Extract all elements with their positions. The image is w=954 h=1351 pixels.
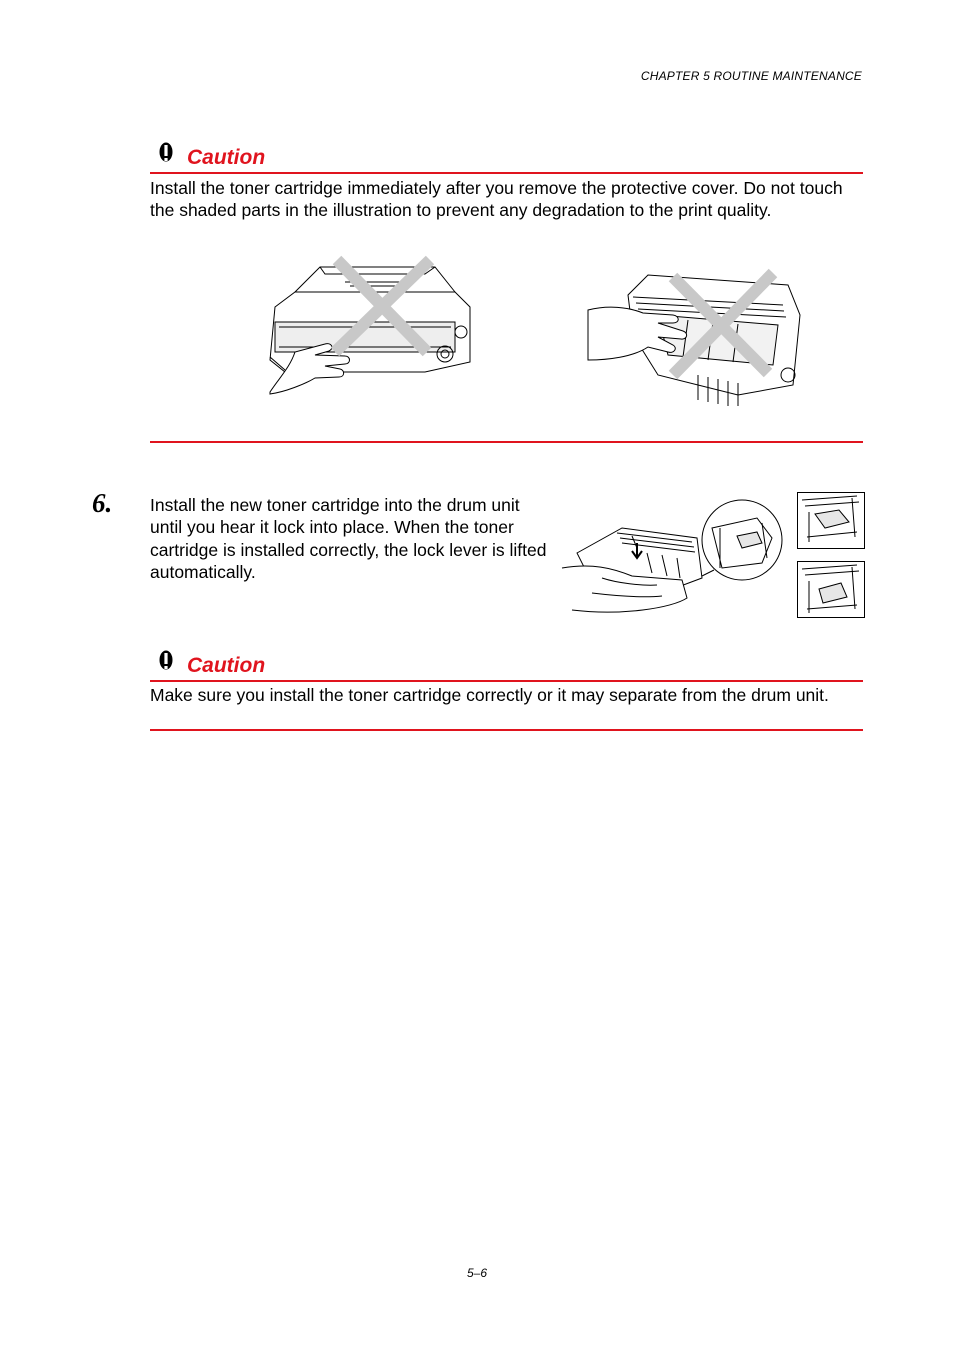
caution-heading-1	[150, 140, 863, 174]
drum-unit-illustration	[588, 265, 808, 410]
step-text: Install the new toner cartridge into the drum unit until you hear it lock into place. When the toner cartridge is installed correctly, the lock lever is lifted automatically.	[150, 495, 547, 582]
caution-end-rule-1	[150, 441, 863, 443]
caution-title-1: Caution	[187, 146, 266, 169]
caution-end-rule-2	[150, 729, 863, 731]
caution-heading-2	[150, 648, 863, 682]
exclamation-icon	[156, 650, 176, 676]
exclamation-icon	[156, 142, 176, 168]
toner-cartridge-illustration	[265, 252, 475, 397]
lock-lever-up-illustration	[797, 561, 865, 618]
chapter-header: CHAPTER 5 ROUTINE MAINTENANCE	[640, 69, 862, 83]
step-number: 6.	[92, 488, 113, 518]
install-toner-illustration	[562, 498, 787, 620]
caution-text-1: Install the toner cartridge immediately after you remove the protective cover. Do not touch the shaded parts in the illustration to prevent any degradation to the print quality.	[150, 178, 843, 221]
caution-text-2: Make sure you install the toner cartridge correctly or it may separate from the drum unit.	[150, 685, 829, 705]
caution-title-2: Caution	[187, 654, 266, 677]
page-number: 5–6	[466, 1266, 488, 1280]
lock-lever-down-illustration	[797, 492, 865, 549]
